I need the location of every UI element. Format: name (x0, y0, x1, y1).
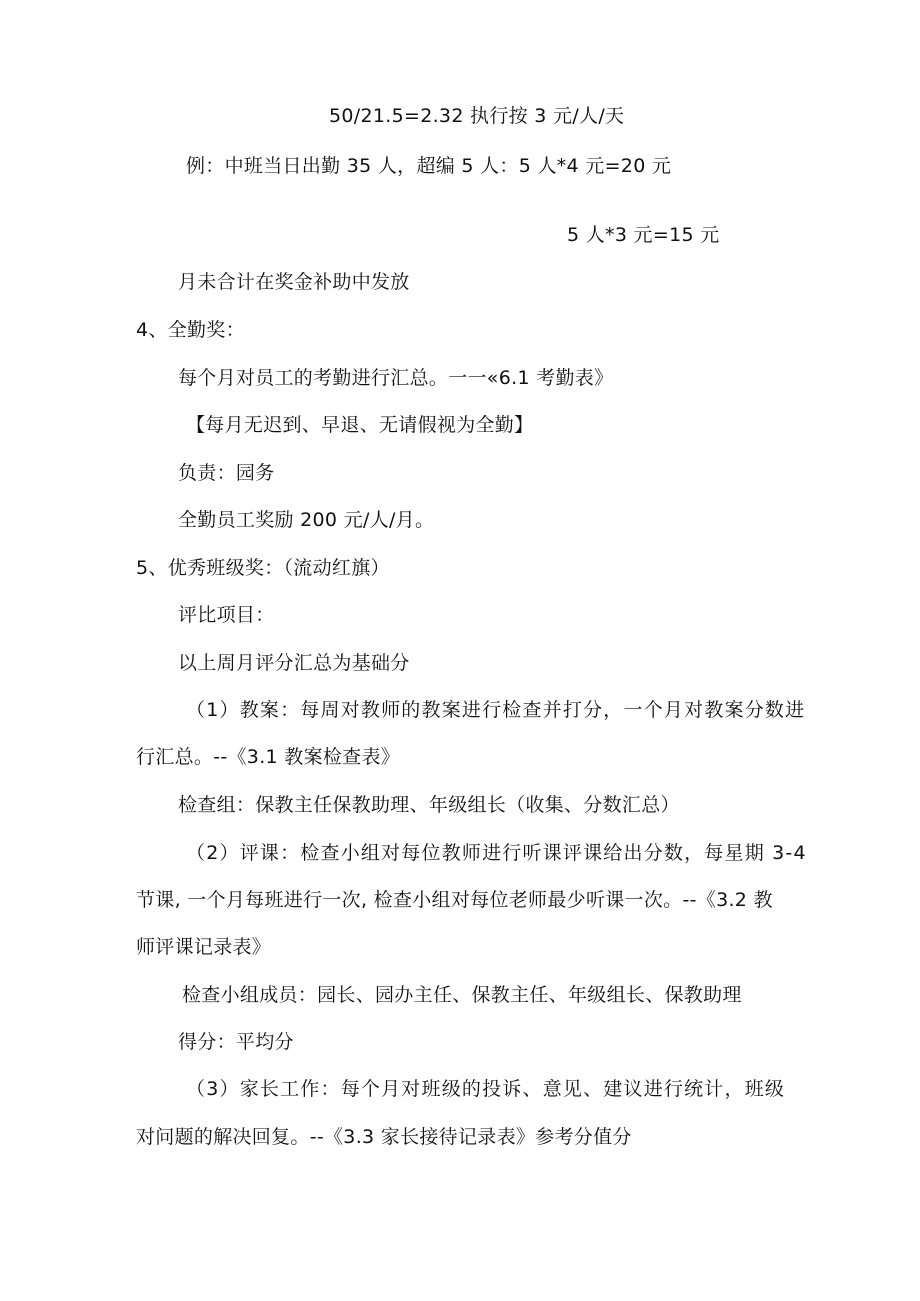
attendance-rule-line: 【每月无迟到、早退、无请假视为全勤】 (186, 414, 534, 436)
lesson-review-form-line: 师评课记录表》 (136, 936, 272, 958)
base-score-line: 以上周月评分汇总为基础分 (178, 652, 410, 674)
reward-line: 全勤员工奖励 200 元/人/月。 (178, 509, 435, 531)
parent-work-item-continued: 对问题的解决回复。--《3.3 家长接待记录表》参考分值分 (136, 1126, 632, 1148)
attendance-summary-line: 每个月对员工的考勤进行汇总。一一«6.1 考勤表》 (178, 367, 614, 389)
lesson-plan-item: （1）教案：每周对教师的教案进行检查并打分，一个月对教案分数进 (186, 699, 806, 721)
calculation-line: 50/21.5=2.32 执行按 3 元/人/天 (329, 105, 625, 127)
inspection-group-line: 检查组：保教主任保教助理、年级组长（收集、分数汇总） (178, 794, 680, 816)
section-heading-excellent-class: 5、优秀班级奖：（流动红旗） (136, 557, 390, 579)
distribution-note: 月未合计在奖金补助中发放 (178, 271, 410, 293)
lesson-review-item: （2）评课：检查小组对每位教师进行听课评课给出分数，每星期 3-4 (186, 842, 807, 864)
responsible-line: 负责：园务 (178, 462, 275, 484)
lesson-plan-item-continued: 行汇总。--《3.1 教案检查表》 (136, 746, 401, 768)
lesson-review-item-continued: 节课, 一个月每班进行一次, 检查小组对每位老师最少听课一次。--《3.2 教 (136, 889, 773, 911)
parent-work-item: （3）家长工作：每个月对班级的投诉、意见、建议进行统计，班级 (186, 1078, 786, 1100)
inspection-members-line: 检查小组成员：园长、园办主任、保教主任、年级组长、保教助理 (182, 984, 742, 1006)
example-line-continued: 5 人*3 元=15 元 (567, 224, 720, 246)
evaluation-items-label: 评比项目： (178, 604, 275, 626)
example-line: 例：中班当日出勤 35 人，超编 5 人：5 人*4 元=20 元 (186, 155, 672, 177)
score-line: 得分：平均分 (178, 1031, 294, 1053)
section-heading-full-attendance: 4、全勤奖： (136, 319, 245, 341)
